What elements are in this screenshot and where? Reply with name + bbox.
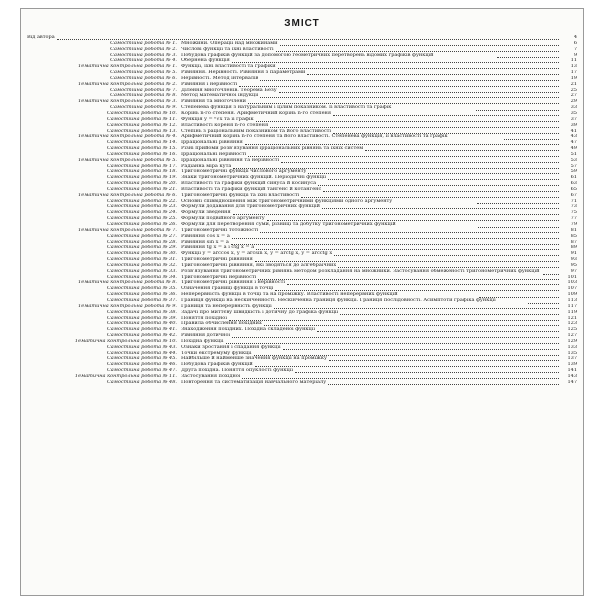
entry-title: Ірраціональні рівняння [181,140,243,146]
entry-title: Друга похідна. Поняття опуклості функції [181,368,293,374]
work-label: Самостійна робота № 13. [106,128,177,134]
dot-leader [338,263,559,268]
work-label: Самостійна робота № 47. [106,368,177,374]
entry-title: Тригонометричні рівняння і нерівності [181,280,285,286]
entry-title: Метод математичної індукції [181,93,259,99]
page-number: 79 [570,222,577,227]
work-label: Самостійна робота № 7. [110,87,177,93]
entry-title: Неперервність функції в точці та на проміжку. Властивості неперервних функцій [181,292,398,298]
entry-title: Рівняння tg x = a і ctg x = a [181,245,255,251]
work-label: Самостійна робота № 21. [106,186,177,192]
work-label: Самостійна робота № 31. [106,257,177,263]
page-number: 125 [567,327,577,333]
dot-leader [317,327,559,332]
entry-title: Рівняння cos x = a [181,233,230,239]
dot-leader [318,181,559,186]
toc-entry [27,380,577,386]
page-number: 59 [570,169,577,175]
dot-leader [283,345,559,350]
dot-leader [270,123,559,128]
entry-title: Степенева функція з натуральним і цілим показником. Її властивості та графік [181,105,392,111]
page-number: 53 [570,157,577,163]
page-number: 97 [570,268,577,274]
dot-leader [233,210,559,215]
entry-title: Тригонометричні функції числового аргументу [181,169,307,175]
work-label: Самостійна робота № 10. [106,110,177,116]
dot-leader [260,93,559,98]
test-label: Тематична контрольна робота № 1. [77,64,177,70]
entry-title: Тригонометричні рівняння, які зводяться до алгебраїчних [181,262,337,268]
entry-title: Властивості кореня n-го степеня [181,122,269,128]
page-number: 129 [567,338,577,344]
dot-leader [232,234,559,239]
dot-leader [301,193,559,198]
entry-title: Повторення та систематизація навчального матеріалу [181,379,327,385]
entry-title: Рівняння дотичної [181,333,231,339]
entry-title: Означення границі функції в точці [181,286,274,292]
work-label: Самостійна робота № 29. [106,245,177,251]
entry-title: Властивості та графіки функцій синуса й косинуса [181,181,317,187]
work-label: Самостійна робота № 41. [106,327,177,333]
entry-title: Арифметичний корінь n-го степеня та його властивості. Степенева функція, її властивості та графік [181,134,448,140]
work-label: Самостійна робота № 40. [106,321,177,327]
page-number: 133 [567,344,577,350]
entry-title: Формули подвійного аргументу [181,216,265,222]
page-number: 47 [570,140,577,146]
page-number: 101 [567,274,577,280]
entry-title: Точки екстремуму функції [181,350,252,356]
dot-leader [239,82,559,87]
page-number: 127 [567,333,577,339]
contents-page [20,8,584,596]
page-number: 67 [570,192,577,198]
dot-leader [229,316,559,321]
page-number: 65 [570,186,577,192]
page-number: 17 [570,70,577,76]
work-label: Самостійна робота № 1. [110,40,177,46]
page-number: 39 [570,122,577,128]
dot-leader [232,58,559,63]
page-number: 117 [567,303,577,309]
test-label: Тематична контрольна робота № 8. [77,280,177,286]
page-title: ЗМІСТ [284,18,320,29]
entry-title: Правила обчислення похідних [181,321,262,327]
dot-leader [231,240,559,245]
test-label: Тематична контрольна робота № 6. [77,192,177,198]
entry-title: Радіанна міра кута [181,163,232,169]
work-label: Самостійна робота № 2. [110,46,177,52]
work-label: Самостійна робота № 37. [106,297,177,303]
entry-title: Знаки тригонометричних функцій. Періодичні функції [181,175,327,181]
dot-leader [256,245,559,250]
entry-title: Різні прийоми розв’язування ірраціональних рівнянь та їхніх систем [181,146,364,152]
page-number: 95 [570,262,577,268]
test-label: Тематична контрольна робота № 3. [77,99,177,105]
entry-title: Функції, їхні властивості та графіки [181,64,276,70]
dot-leader [281,158,559,163]
dot-leader [323,187,559,192]
entry-title: Задачі про миттєву швидкість і дотичну до графіка функції [181,309,339,315]
dot-leader [280,41,560,46]
entry-title: Розв’язування тригонометричних рівнянь методом розкладання на множники. Застосування обмеженості тригонометричних функцій [181,268,540,274]
dot-leader [242,374,559,379]
dot-leader [232,333,559,338]
page-number: 91 [570,251,577,257]
page-number: 135 [567,350,577,356]
work-label: Самостійна робота № 4. [110,58,177,64]
page-number: 41 [570,128,577,134]
work-label: Самостійна робота № 20. [106,181,177,187]
entry-title: Множини. Операції над множинами [181,40,278,46]
work-label: Самостійна робота № 48. [106,379,177,385]
dot-leader [260,228,559,233]
entry-title: Найбільше й найменше значення функції на проміжку [181,356,327,362]
work-label: Самостійна робота № 5. [110,70,177,76]
entry-title: Застосування похідної [181,373,241,379]
dot-leader [255,257,559,262]
page-number: 43 [570,134,577,140]
page-number: 87 [570,239,577,245]
page-number: 11 [570,58,577,64]
page-number: 123 [567,321,577,327]
work-label: Самостійна робота № 27. [106,233,177,239]
page-number: 25 [570,87,577,93]
dot-leader [264,321,559,326]
dot-leader [267,216,559,221]
work-label: Самостійна робота № 44. [106,350,177,356]
work-label: Самостійна робота № 42. [106,333,177,339]
test-label: Тематична контрольна робота № 9. [77,303,177,309]
entry-title: Ірраціональні нерівності [181,151,247,157]
page-number: 113 [567,297,577,303]
work-label: Самостійна робота № 18. [106,169,177,175]
page-number: 103 [567,280,577,286]
entry-title: Формули для перетворення суми, різниці та добутку тригонометричних функцій [181,222,396,227]
test-label: Тематична контрольна робота № 4. [77,134,177,140]
dot-leader [274,304,559,309]
dot-leader [254,351,560,356]
dot-leader [278,64,559,69]
work-label: Самостійна робота № 15. [106,146,177,152]
dot-leader [245,140,559,145]
entry-title: Основні співвідношення між тригонометричними функціями одного аргументу [181,198,393,204]
work-label: Самостійна робота № 14. [106,140,177,146]
page-number: 57 [570,163,577,169]
page-number: 137 [567,356,577,362]
dot-leader [279,88,559,93]
dot-leader [258,275,559,280]
entry-title: Рівняння sin x = a [181,239,229,245]
work-label: Самостійна робота № 17. [106,163,177,169]
dot-leader [276,47,559,52]
dot-leader [255,362,559,367]
entry-title: Рівняння та многочлени [181,99,246,105]
dot-leader [260,76,559,81]
entry-title: Степінь з раціональним показником та його властивості [181,128,332,134]
entry-title: Побудова графіків функцій [181,362,253,368]
dot-leader [275,286,559,291]
work-label: Самостійна робота № 8. [110,93,177,99]
work-label: Самостійна робота № 6. [110,75,177,81]
page-number: 37 [570,116,577,122]
page-number: 63 [570,181,577,187]
work-label: Самостійна робота № 22. [106,198,177,204]
entry-title: Рівняння і нерівності [181,81,238,87]
work-label: Самостійна робота № 33. [106,268,177,274]
page-number: 121 [567,315,577,321]
dot-leader [329,356,559,361]
dot-leader [308,169,559,174]
work-label: Самостійна робота № 26. [106,222,177,227]
entry-title: Побудова графіків функцій за допомогою геометричних перетворень відомих графіків функцій [181,52,434,58]
entry-title: Тригонометричні тотожності [181,227,259,233]
page-number: 6 [573,40,577,46]
page-number: 73 [570,204,577,210]
dot-leader [248,152,559,157]
work-label: Самостійна робота № 25. [106,216,177,222]
dot-leader [295,368,559,373]
page-number: 19 [570,75,577,81]
page-number: 141 [567,368,577,374]
page-number: 13 [570,64,577,70]
work-label: Самостійна робота № 9. [110,105,177,111]
page-number: 85 [570,233,577,239]
test-label: Тематична контрольна робота № 7. [77,227,177,233]
page-number: 61 [570,175,577,181]
entry-title: Границя функції на нескінченності. Нескінченна границя функції. Границя послідовності. Асимптоти графіка функції [181,297,496,303]
page-number: 4 [573,35,577,40]
work-label: Самостійна робота № 36. [106,292,177,298]
page-number: 89 [570,245,577,251]
dot-leader [340,310,559,315]
dot-leader [333,129,559,134]
entry-title: Тригонометричні рівняння [181,257,253,263]
page-number: 7 [573,46,577,52]
dot-leader [226,339,560,344]
work-label: Самостійна робота № 12. [106,122,177,128]
work-label: Самостійна робота № 38. [106,309,177,315]
page-number: 147 [567,379,577,385]
dot-leader [328,175,559,180]
work-label: Самостійна робота № 11. [106,116,177,122]
page-number: 81 [570,227,577,233]
entry-title: Функція y = ⁿ√x та її графік [181,116,254,122]
work-label: Самостійна робота № 23. [106,204,177,210]
entry-title: Границя та неперервність функції [181,303,272,309]
dot-leader [233,164,559,169]
entry-title: Ірраціональні рівняння та нерівності [181,157,280,163]
test-label: Тематична контрольна робота № 10. [74,338,177,344]
dot-leader [333,111,559,116]
entry-title: Тригонометричні нерівності [181,274,257,280]
page-number: 119 [567,309,577,315]
work-label: Самостійна робота № 45. [106,356,177,362]
entry-title: Рівняння. Нерівності. Рівняння з параметрами [181,70,306,76]
work-label: Самостійна робота № 39. [106,315,177,321]
page-number: 9 [573,52,577,58]
entry-title: Корінь n-го степеня. Арифметичний корінь n-го степеня [181,110,332,116]
dot-leader [322,204,559,209]
page-number: 21 [570,81,577,87]
page-number: 107 [567,286,577,292]
work-label: Самостійна робота № 34. [106,274,177,280]
entry-title: Властивості та графіки функцій тангенс й котангенс [181,186,322,192]
entry-title: Похідна функції [181,338,224,344]
work-label: Самостійна робота № 16. [106,151,177,157]
entry-title: Тригонометричні функції та їхні властивості [181,192,300,198]
entry-title: Формули зведення [181,210,231,216]
dot-leader [256,117,559,122]
entry-title: Обернена функція [181,58,230,64]
dot-leader [328,380,559,385]
entry-title: Нерівності. Метод інтервалів [181,75,259,81]
page-number: 139 [567,362,577,368]
work-label: Самостійна робота № 24. [106,210,177,216]
dot-leader [334,251,559,256]
dot-leader [307,70,559,75]
dot-leader [365,146,559,151]
test-label: Тематична контрольна робота № 11. [74,373,177,379]
work-label: Самостійна робота № 19. [106,175,177,181]
entry-title: Ділення многочленів. Теорема Безу [181,87,277,93]
work-label: Самостійна робота № 46. [106,362,177,368]
entry-title: Знаходження похідних. Похідна складеної функції [181,327,315,333]
dot-leader [287,280,559,285]
dot-leader [248,99,559,104]
test-label: Тематична контрольна робота № 2. [77,81,177,87]
entry-title: Функції y = arccos x, y = arcsin x, y = arctg x, y = arcctg x [181,251,333,257]
page-number: 27 [570,93,577,99]
page-number: 29 [570,99,577,105]
work-label: Самостійна робота № 32. [106,262,177,268]
entry-title: Ознаки зростання і спадання функції [181,344,281,350]
entry-title: Поняття похідної [181,315,227,321]
toc-list [27,35,577,386]
page-number: 49 [570,146,577,152]
entry-title: Числові функції та їхні властивості [181,46,274,52]
page-number: 109 [567,292,577,298]
work-label: Самостійна робота № 43. [106,344,177,350]
work-label: Самостійна робота № 30. [106,251,177,257]
page-number: 33 [570,105,577,111]
work-label: Самостійна робота № 35. [106,286,177,292]
page-number: 75 [570,210,577,216]
page-number: 51 [570,151,577,157]
entry-title: Від автора [27,35,55,40]
page-number: 35 [570,110,577,116]
entry-title: Формули додавання для тригонометричних функцій [181,204,320,210]
work-label: Самостійна робота № 3. [110,52,177,58]
test-label: Тематична контрольна робота № 5. [77,157,177,163]
work-label: Самостійна робота № 28. [106,239,177,245]
page-number: 143 [567,373,577,379]
page-number: 93 [570,257,577,263]
page-number: 77 [570,216,577,222]
page-number: 71 [570,198,577,204]
dot-leader [57,35,559,40]
